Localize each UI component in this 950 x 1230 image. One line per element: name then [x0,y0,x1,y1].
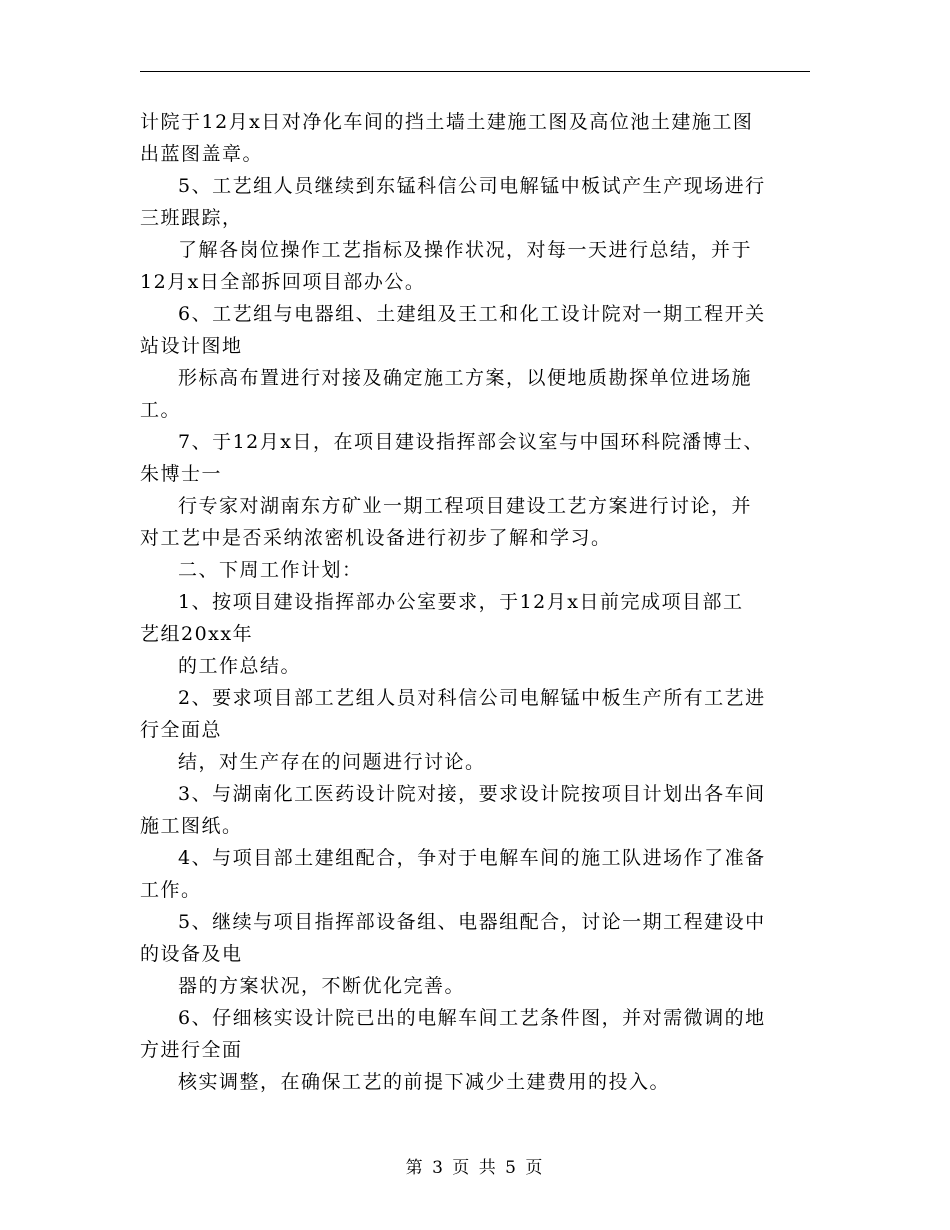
text-line: 工。 [140,399,182,421]
text-line: 6、工艺组与电器组、土建组及王工和化工设计院对一期工程开关 [178,303,766,325]
text-line: 了解各岗位操作工艺指标及操作状况，对每一天进行总结，并于 [178,239,753,261]
text-line: 朱博士一 [140,463,223,485]
text-line: 器的方案状况，不断优化完善。 [178,975,466,997]
text-line: 行全面总 [140,719,223,741]
text-line: 的设备及电 [140,943,243,965]
page-number: 第 3 页 共 5 页 [405,1158,545,1178]
text-line: 行专家对湖南东方矿业一期工程项目建设工艺方案进行讨论，并 [178,495,753,517]
text-line: 结，对生产存在的问题进行讨论。 [178,751,486,773]
text-line: 施工图纸。 [140,815,243,837]
document-body [140,106,810,1098]
text-line: 1、按项目建设指挥部办公室要求，于12月x日前完成项目部工 [178,591,744,613]
text-line: 艺组20xx年 [140,623,254,645]
text-line: 6、仔细核实设计院已出的电解车间工艺条件图，并对需微调的地 [178,1007,766,1029]
text-line: 核实调整，在确保工艺的前提下减少土建费用的投入。 [178,1071,671,1093]
text-line: 工作。 [140,879,202,901]
text-line: 三班跟踪， [140,207,243,229]
text-line: 计院于12月x日对净化车间的挡土墙土建施工图及高位池土建施工图 [140,111,754,133]
text-line: 3、与湖南化工医药设计院对接，要求设计院按项目计划出各车间 [178,783,766,805]
text-line: 对工艺中是否采纳浓密机设备进行初步了解和学习。 [140,527,612,549]
text-line: 5、工艺组人员继续到东锰科信公司电解锰中板试产生产现场进行 [178,175,766,197]
text-line: 5、继续与项目指挥部设备组、电器组配合，讨论一期工程建设中 [178,911,766,933]
text-line: 4、与项目部土建组配合，争对于电解车间的施工队进场作了准备 [178,847,766,869]
text-line: 方进行全面 [140,1039,243,1061]
text-line: 二、下周工作计划： [178,559,363,581]
text-line: 2、要求项目部工艺组人员对科信公司电解锰中板生产所有工艺进 [178,687,766,709]
text-line: 形标高布置进行对接及确定施工方案，以便地质勘探单位进场施 [178,367,753,389]
text-line: 12月x日全部拆回项目部办公。 [140,271,426,293]
text-line: 的工作总结。 [178,655,302,677]
text-line: 出蓝图盖章。 [140,143,264,165]
header-rule [140,71,810,72]
text-line: 站设计图地 [140,335,243,357]
text-line: 7、于12月x日，在项目建设指挥部会议室与中国环科院潘博士、 [178,431,764,453]
